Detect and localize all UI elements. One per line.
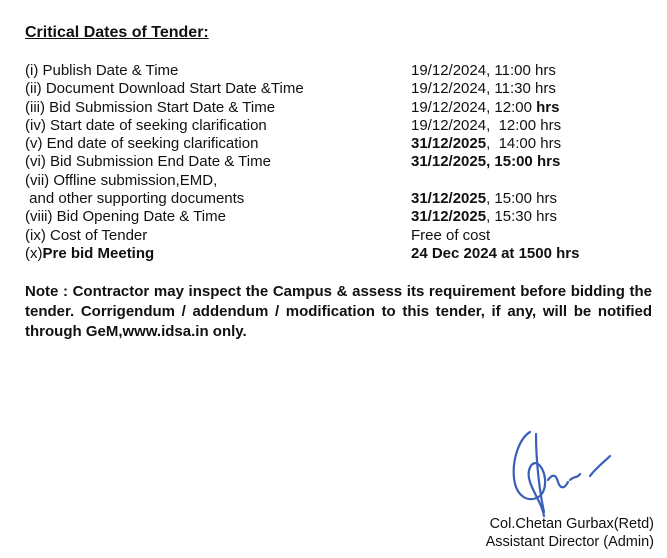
date-value-bold: 31/12/2025 (411, 208, 487, 226)
date-value-text: , 15:00 hrs (486, 190, 557, 208)
signature-strokes (514, 432, 610, 516)
date-row (25, 80, 645, 98)
date-label: (ii) Document Download Start Date &Time (25, 80, 304, 98)
date-row (25, 245, 645, 263)
date-row (25, 208, 645, 226)
date-value: 19/12/2024, 11:30 hrs (411, 80, 556, 98)
section-heading: Critical Dates of Tender: (25, 24, 209, 41)
date-value: 24 Dec 2024 at 1500 hrs (411, 244, 580, 262)
date-value-text: , 15:30 hrs (486, 208, 557, 226)
date-value: 31/12/2025, 15:00 hrs (411, 153, 561, 171)
date-value: 19/12/2024, 11:00 hrs (411, 62, 556, 79)
date-label: (iv) Start date of seeking clarification (25, 116, 267, 134)
critical-dates-list (25, 62, 645, 263)
date-value (411, 190, 557, 208)
date-label: (i) Publish Date & Time (25, 62, 179, 79)
date-row (25, 135, 645, 153)
date-value (411, 135, 561, 153)
date-label: (v) End date of seeking clarification (25, 135, 259, 153)
date-row (25, 62, 645, 80)
date-row (25, 99, 645, 117)
date-value-text: 19/12/2024, 12:00 (411, 98, 537, 116)
date-label: (vi) Bid Submission End Date & Time (25, 153, 271, 171)
signatory-title: Assistant Director (Admin) (485, 534, 654, 550)
date-value (411, 99, 559, 117)
date-label (25, 245, 154, 263)
date-label: and other supporting documents (25, 190, 245, 208)
date-row (25, 190, 645, 208)
date-row (25, 153, 645, 171)
date-row (25, 117, 645, 135)
date-label-bold: Pre bid Meeting (42, 244, 155, 262)
date-value: Free of cost (411, 226, 491, 244)
signatory-name: Col.Chetan Gurbax(Retd) (489, 516, 654, 532)
date-label: (ix) Cost of Tender (25, 226, 148, 244)
date-label: (iii) Bid Submission Start Date & Time (25, 98, 276, 116)
date-row (25, 227, 645, 245)
date-value-bold: 31/12/2025 (411, 135, 487, 153)
date-row (25, 172, 645, 190)
note-paragraph: Note : Contractor may inspect the Campus & assess its requirement before bidding the tender. Corrigendum / addendum / modification to this tender, if any, will be notified through GeM,www.idsa.in only. (25, 283, 652, 340)
date-value: 19/12/2024, 12:00 hrs (411, 116, 562, 134)
date-value-bold: 31/12/2025 (411, 190, 487, 208)
date-label: (viii) Bid Opening Date & Time (25, 208, 226, 226)
signature-image (500, 424, 620, 520)
date-label-text: (x) (25, 244, 43, 262)
date-label: (vii) Offline submission,EMD, (25, 171, 218, 189)
signatory-block (486, 515, 654, 551)
date-value-text: , 14:00 hrs (486, 135, 562, 153)
date-value (411, 208, 557, 226)
date-value-bold: hrs (536, 98, 560, 116)
